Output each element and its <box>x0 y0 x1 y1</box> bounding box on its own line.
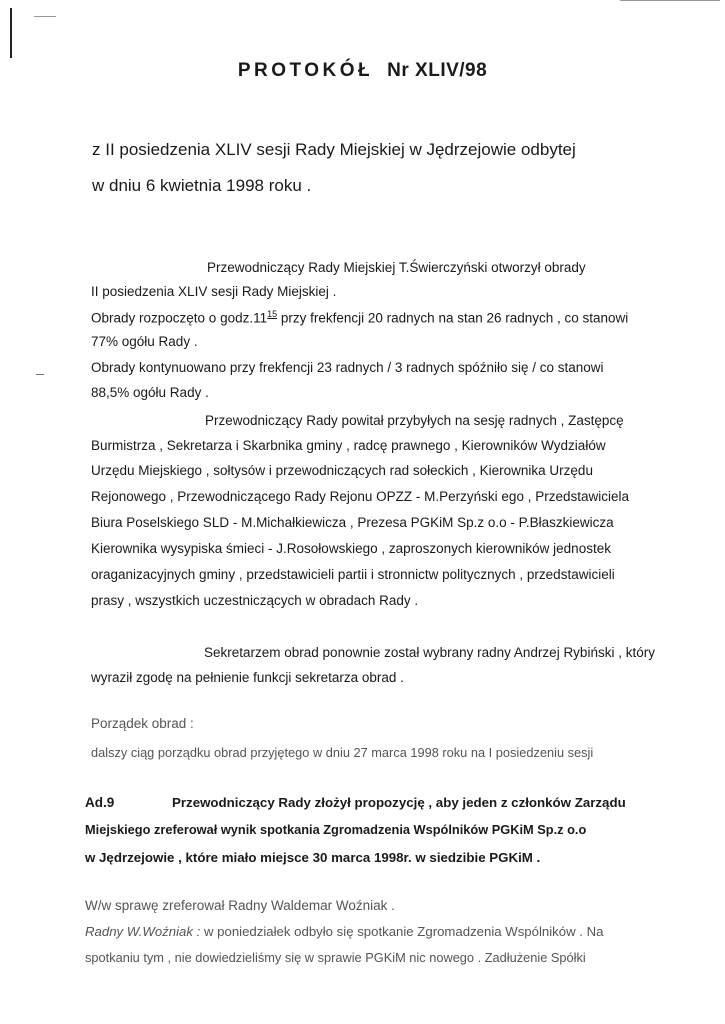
secretary-line: Sekretarzem obrad ponownie został wybrany radny Andrzej Rybiński , który <box>204 645 655 660</box>
intro-line-6: 88,5% ogółu Rady . <box>91 385 209 400</box>
welcome-line: Rejonowego , Przewodniczącego Rady Rejonu OPZZ - M.Perzyński ego , Przedstawiciela <box>91 489 629 504</box>
intro-line-4: 77% ogółu Rady . <box>91 334 198 349</box>
title-word: PROTOKÓŁ <box>237 60 374 81</box>
ad9-label: Ad.9 <box>85 795 115 810</box>
time-superscript: 15 <box>267 309 278 319</box>
ad9-line-3: w Jędrzejowie , które miało miejsce 30 marca 1998r. w siedzibie PGKiM . <box>85 850 541 865</box>
welcome-line: oraganizacyjnych gminy , przedstawicieli partii i stronnictw politycznych , przedstawicieli <box>91 567 615 582</box>
welcome-line: Biura Poselskiego SLD - M.Michałkiewicza , Prezesa PGKiM Sp.z o.o - P.Błaszkiewicza <box>91 515 614 530</box>
report-line-1: W/w sprawę zreferował Radny Waldemar Woźniak . <box>85 898 395 913</box>
scan-mark-dash <box>34 16 56 17</box>
intro-line-2: II posiedzenia XLIV sesji Rady Miejskiej . <box>91 284 337 299</box>
agenda-text: dalszy ciąg porządku obrad przyjętego w dniu 27 marca 1998 roku na I posiedzeniu sesji <box>91 745 594 760</box>
agenda-label: Porządek obrad : <box>91 716 194 731</box>
scan-mark-margin <box>36 374 44 375</box>
intro-line-5: Obrady kontynuowano przy frekfencji 23 radnych / 3 radnych spóźniło się / co stanowi <box>91 360 604 375</box>
title-number: Nr XLIV/98 <box>387 60 488 81</box>
welcome-line: Kierownika wysypiska śmieci - J.Rosołowskiego , zaproszonych kierowników jednostek <box>91 541 611 556</box>
report-line-2: Radny W.Woźniak : w poniedziałek odbyło się spotkanie Zgromadzenia Wspólników . Na <box>85 924 604 939</box>
subtitle-line-1: z II posiedzenia XLIV sesji Rady Miejskiej w Jędrzejowie odbytej <box>92 140 576 159</box>
scan-mark-corner <box>620 0 720 1</box>
welcome-line: Urzędu Miejskiego , sołtysów i przewodniczących rad sołeckich , Kierownika Urzędu <box>91 463 593 478</box>
intro-line-3: Obrady rozpoczęto o $godz.11^{15}$ przy frekfencji 20 radnych na stan 26 radnych , co stanowi <box>91 309 629 326</box>
welcome-line: Przewodniczący Rady powitał przybyłych na sesję radnych , Zastępcę <box>205 413 624 428</box>
welcome-line: prasy , wszystkich uczestniczących w obradach Rady . <box>91 593 419 608</box>
ad9-line-2: Miejskiego zreferował wynik spotkania Zgromadzenia Wspólników PGKiM Sp.z o.o <box>85 822 587 837</box>
scan-mark-bracket <box>10 8 12 58</box>
document-title <box>0 60 725 82</box>
secretary-line: wyraził zgodę na pełnienie funkcji sekretarza obrad . <box>91 670 404 685</box>
ad9-line-1: Przewodniczący Rady złożył propozycję , aby jeden z członków Zarządu <box>172 795 626 810</box>
welcome-line: Burmistrza , Sekretarza i Skarbnika gminy , radcę prawnego , Kierowników Wydziałów <box>91 438 606 453</box>
intro-line-1: Przewodniczący Rady Miejskiej T.Świerczyński otworzył obrady <box>207 260 586 275</box>
report-line-3: spotkaniu tym , nie dowiedzieliśmy się w sprawie PGKiM nic nowego . Zadłużenie Spółki <box>85 950 586 965</box>
subtitle-line-2: w dniu 6 kwietnia 1998 roku . <box>92 176 312 195</box>
